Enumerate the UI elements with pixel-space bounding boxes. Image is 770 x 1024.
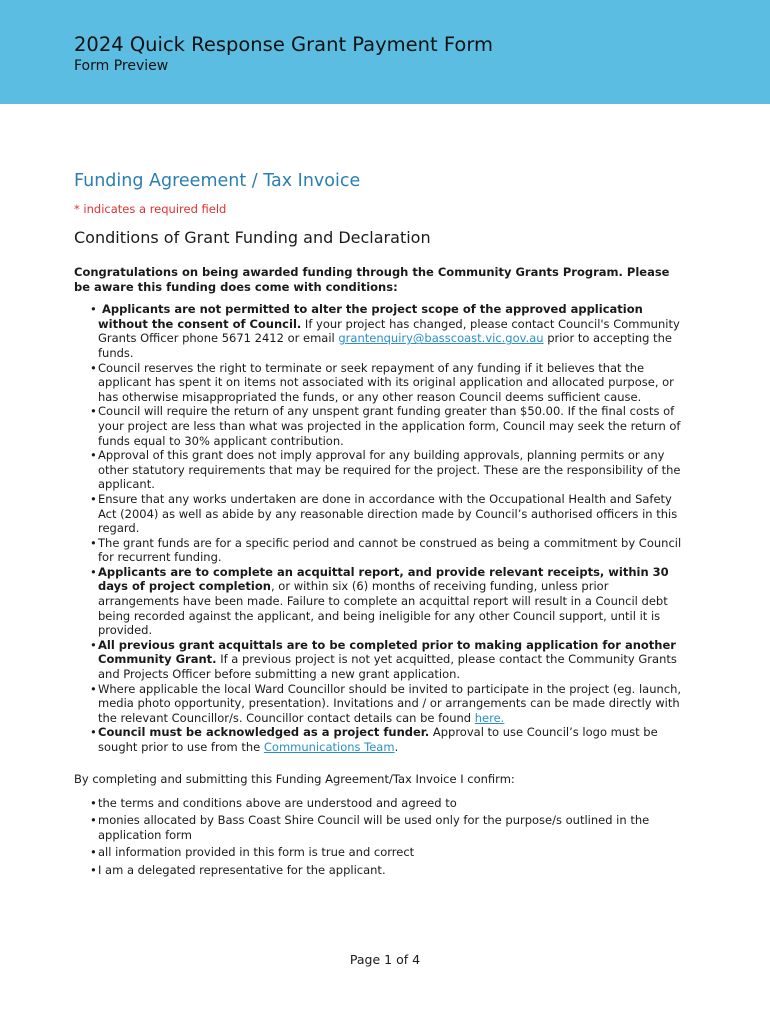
- confirm-text: monies allocated by Bass Coast Shire Council will be used only for the purpose/s outlined in the application form: [98, 813, 650, 842]
- condition-bold: Applicants are not permitted to alter the project scope of the approved application without the consent of Council.: [98, 302, 643, 331]
- confirm-text: the terms and conditions above are understood and agreed to: [98, 795, 457, 810]
- condition-text: Council will require the return of any unspent grant funding greater than $50.00. If the final costs of your project are less than what was projected in the application form, Council may seek the return of funds equal to 30% applicant contribution.: [98, 404, 681, 448]
- condition-bold: All previous grant acquittals are to be completed prior to making application for another Community Grant.: [98, 637, 676, 667]
- communications-team-link[interactable]: Communications Team: [263, 740, 395, 754]
- conditions-intro: Congratulations on being awarded funding through the Community Grants Program. Please be aware this funding does come with conditions:: [74, 265, 670, 294]
- form-subtitle: Form Preview: [74, 58, 169, 74]
- bullet-icon: •: [90, 813, 97, 828]
- bullet-icon: •: [90, 404, 97, 419]
- bullet-icon: •: [90, 795, 97, 810]
- bullet-icon: •: [90, 564, 97, 579]
- condition-text: Where applicable the local Ward Councillor should be invited to participate in the project (eg. launch, media photo opportunity, presentation). Invitations and / or arrangements can be made directly with the relevant Councillor/s. Councillor contact details can be found: [98, 681, 682, 725]
- confirm-text: I am a delegated representative for the applicant.: [98, 862, 386, 877]
- condition-item: [90, 681, 684, 726]
- email-link[interactable]: grantenquiry@basscoast.vic.gov.au: [338, 331, 544, 346]
- confirm-item: [90, 795, 684, 811]
- condition-text: The grant funds are for a specific period and cannot be construed as being a commitment by Council for recurrent funding.: [98, 535, 682, 565]
- form-content: [74, 168, 684, 881]
- condition-item: [90, 448, 684, 492]
- condition-bold: Council must be acknowledged as a project funder.: [98, 725, 430, 740]
- condition-text: Council reserves the right to terminate or seek repayment of any funding if it believes that the applicant has spent it on items not associated with its original application and allocated purpose, or has otherwise misappropriated the funds, or any other reason Council deems sufficient cause.: [98, 360, 674, 404]
- condition-item: [90, 535, 684, 565]
- condition-text: If your project has changed, please contact Council's Community Grants Officer phone 5671 2412 or email: [98, 316, 680, 346]
- bullet-icon: •: [90, 360, 97, 375]
- bullet-icon: •: [90, 637, 97, 652]
- condition-text: If a previous project is not yet acquitted, please contact the Community Grants and Projects Officer before submitting a new grant application.: [98, 652, 677, 682]
- condition-text: , or within six (6) months of receiving funding, unless prior arrangements have been made. Failure to complete an acquittal report will result in a Council debt being recorded against the applicant, and being ineligible for any other Council support, until it is provided.: [98, 579, 668, 638]
- conditions-list: [74, 302, 684, 754]
- condition-text: Approval to use Council’s logo must be sought prior to use from the: [98, 725, 658, 754]
- confirm-text: all information provided in this form is true and correct: [98, 845, 415, 860]
- condition-bold: Applicants are to complete an acquittal report, and provide relevant receipts, within 30 days of project completion: [98, 564, 669, 594]
- confirm-item: [90, 813, 684, 842]
- required-note: * indicates a required field: [74, 202, 227, 216]
- confirm-item: [90, 845, 684, 860]
- bullet-icon: •: [90, 448, 97, 463]
- condition-after: prior to accepting the funds.: [98, 331, 672, 360]
- bullet-icon: •: [90, 862, 97, 877]
- bullet-icon: •: [90, 302, 97, 317]
- condition-text: Ensure that any works undertaken are done in accordance with the Occupational Health and Safety Act (2004) as well as abide by any reasonable direction made by Council’s authorised officers in this regard.: [98, 491, 678, 536]
- confirm-list: [74, 796, 684, 878]
- confirm-item: [90, 862, 684, 878]
- condition-item: [90, 404, 684, 448]
- councillor-details-link[interactable]: here.: [474, 710, 505, 725]
- form-title: 2024 Quick Response Grant Payment Form: [74, 33, 493, 56]
- bullet-icon: •: [90, 535, 97, 550]
- bullet-icon: •: [90, 725, 97, 740]
- condition-item: [90, 637, 684, 682]
- confirm-intro: By completing and submitting this Funding Agreement/Tax Invoice I confirm:: [74, 771, 515, 786]
- page-number: Page 1 of 4: [349, 952, 421, 967]
- conditions-heading: Conditions of Grant Funding and Declaration: [74, 228, 431, 247]
- bullet-icon: •: [90, 845, 97, 860]
- bullet-icon: •: [90, 681, 97, 696]
- page-header: [0, 0, 770, 104]
- condition-item: [90, 725, 684, 754]
- condition-after: .: [394, 740, 399, 754]
- condition-item: [90, 360, 684, 405]
- bullet-icon: •: [90, 491, 97, 506]
- section-title: Funding Agreement / Tax Invoice: [74, 171, 361, 191]
- condition-item: [90, 491, 684, 536]
- condition-text: Approval of this grant does not imply approval for any building approvals, planning permits or any other statutory requirements that may be required for the project. These are the responsibility of the applicant.: [98, 448, 681, 492]
- condition-item: [90, 564, 684, 638]
- condition-item: [90, 302, 684, 360]
